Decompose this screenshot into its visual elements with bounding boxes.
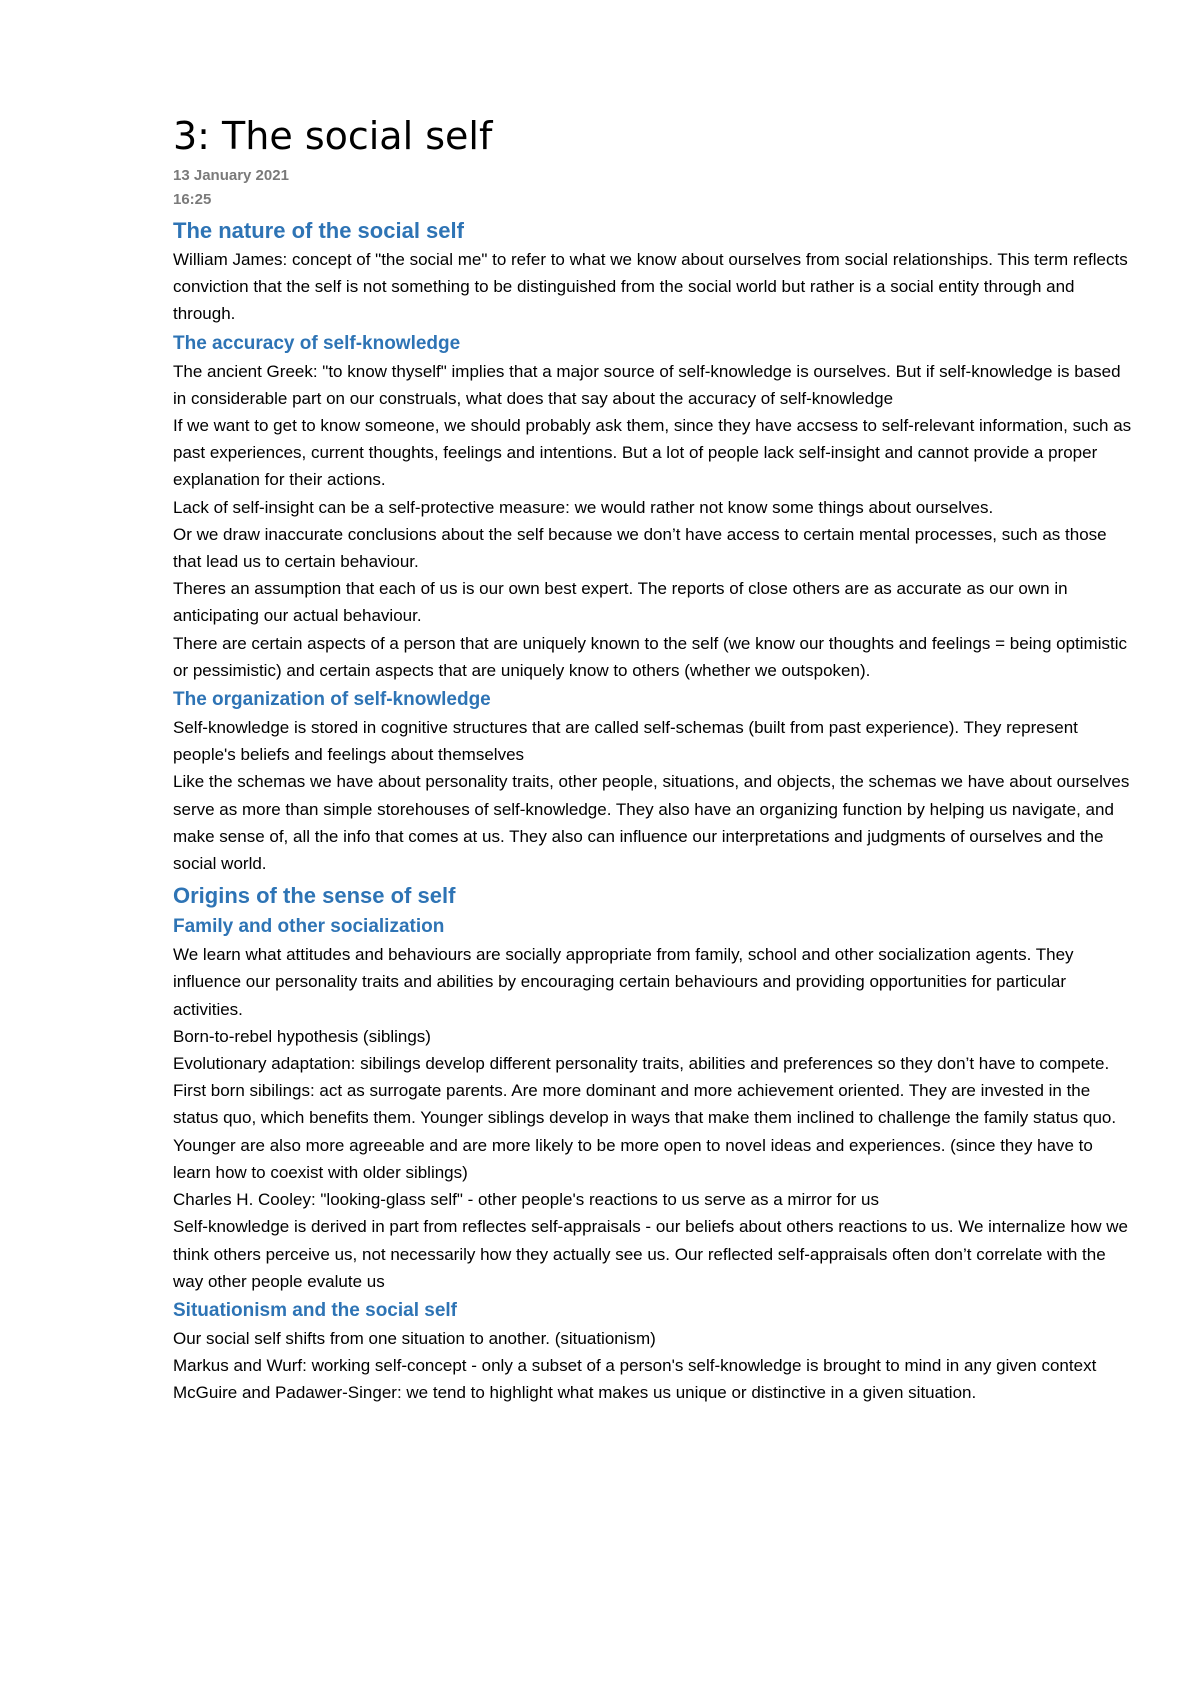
- page-title: 3: The social self: [173, 114, 493, 158]
- subsection-heading: The organization of self-knowledge: [173, 689, 491, 711]
- paragraph: McGuire and Padawer-Singer: we tend to highlight what makes us unique or distinctive in a given situation.: [173, 1383, 977, 1403]
- paragraph: Or we draw inaccurate conclusions about the self because we don’t have access to certain mental processes, such as those that lead us to certain behaviour.: [173, 524, 1107, 572]
- date-stamp: 13 January 2021: [173, 167, 289, 184]
- paragraph: Evolutionary adaptation: sibilings develop different personality traits, abilities and preferences so they don’t have to compete.: [173, 1054, 1110, 1074]
- paragraph: There are certain aspects of a person that are uniquely known to the self (we know our thoughts and feelings = being optimistic or pessimistic) and certain aspects that are uniquely know to others (whether we outspoken).: [173, 633, 1127, 680]
- document-page: [173, 112, 1133, 1407]
- section-heading: The nature of the social self: [173, 218, 464, 243]
- paragraph: Markus and Wurf: working self-concept - only a subset of a person's self-knowledge is brought to mind in any given context: [173, 1356, 1097, 1376]
- paragraph: First born sibilings: act as surrogate parents. Are more dominant and more achievement oriented. They are invested in the status quo, which benefits them. Younger siblings develop in ways that make them inclined to challenge the family status quo. Younger are also more agreeable and are more likely to be more open to novel ideas and experiences. (since they have to learn how to coexist with older siblings): [173, 1081, 1117, 1182]
- time-stamp: 16:25: [173, 191, 212, 208]
- paragraph: Self-knowledge is stored in cognitive structures that are called self-schemas (built from past experience). They represent people's beliefs and feelings about themselves: [173, 718, 1078, 765]
- subsection-heading: The accuracy of self-knowledge: [173, 332, 461, 354]
- paragraph: Our social self shifts from one situation to another. (situationism): [173, 1328, 656, 1348]
- paragraph: Born-to-rebel hypothesis (siblings): [173, 1026, 431, 1046]
- section-heading: Origins of the sense of self: [173, 883, 456, 909]
- paragraph: Self-knowledge is derived in part from reflectes self-appraisals - our beliefs about others reactions to us. We internalize how we think others perceive us, not necessarily how they actually see us. Our reflected self-appraisals often don’t correlate with the way other people evalute us: [173, 1217, 1128, 1291]
- paragraph: We learn what attitudes and behaviours are socially appropriate from family, school and other socialization agents. They influence our personality traits and abilities by encouraging certain behaviours and providing opportunities for particular activities.: [173, 945, 1074, 1019]
- subsection-heading: Situationism and the social self: [173, 1299, 458, 1321]
- paragraph: Theres an assumption that each of us is our own best expert. The reports of close others are as accurate as our own in anticipating our actual behaviour.: [173, 579, 1068, 626]
- paragraph: Charles H. Cooley: "looking-glass self" - other people's reactions to us serve as a mirror for us: [173, 1190, 879, 1210]
- paragraph: The ancient Greek: "to know thyself" implies that a major source of self-knowledge is ourselves. But if self-knowledge is based in considerable part on our construals, what does that say about the accuracy of self-knowledge: [173, 361, 1121, 408]
- document-body: [173, 216, 1133, 1407]
- paragraph: Like the schemas we have about personality traits, other people, situations, and objects, the schemas we have about ourselves serve as more than simple storehouses of self-knowledge. They also have an organizing function by helping us navigate, and make sense of, all the info that comes at us. They also can influence our interpretations and judgments of ourselves and the social world.: [173, 772, 1130, 874]
- subsection-heading: Family and other socialization: [173, 916, 445, 938]
- paragraph: If we want to get to know someone, we should probably ask them, since they have accsess to self-relevant information, such as past experiences, current thoughts, feelings and intentions. But a lot of people lack self-insight and cannot provide a proper explanation for their actions.: [173, 416, 1132, 490]
- paragraph: Lack of self-insight can be a self-protective measure: we would rather not know some things about ourselves.: [173, 497, 994, 517]
- paragraph: William James: concept of "the social me" to refer to what we know about ourselves from social relationships. This term reflects conviction that the self is not something to be distinguished from the social world but rather is a social entity through and through.: [173, 250, 1128, 324]
